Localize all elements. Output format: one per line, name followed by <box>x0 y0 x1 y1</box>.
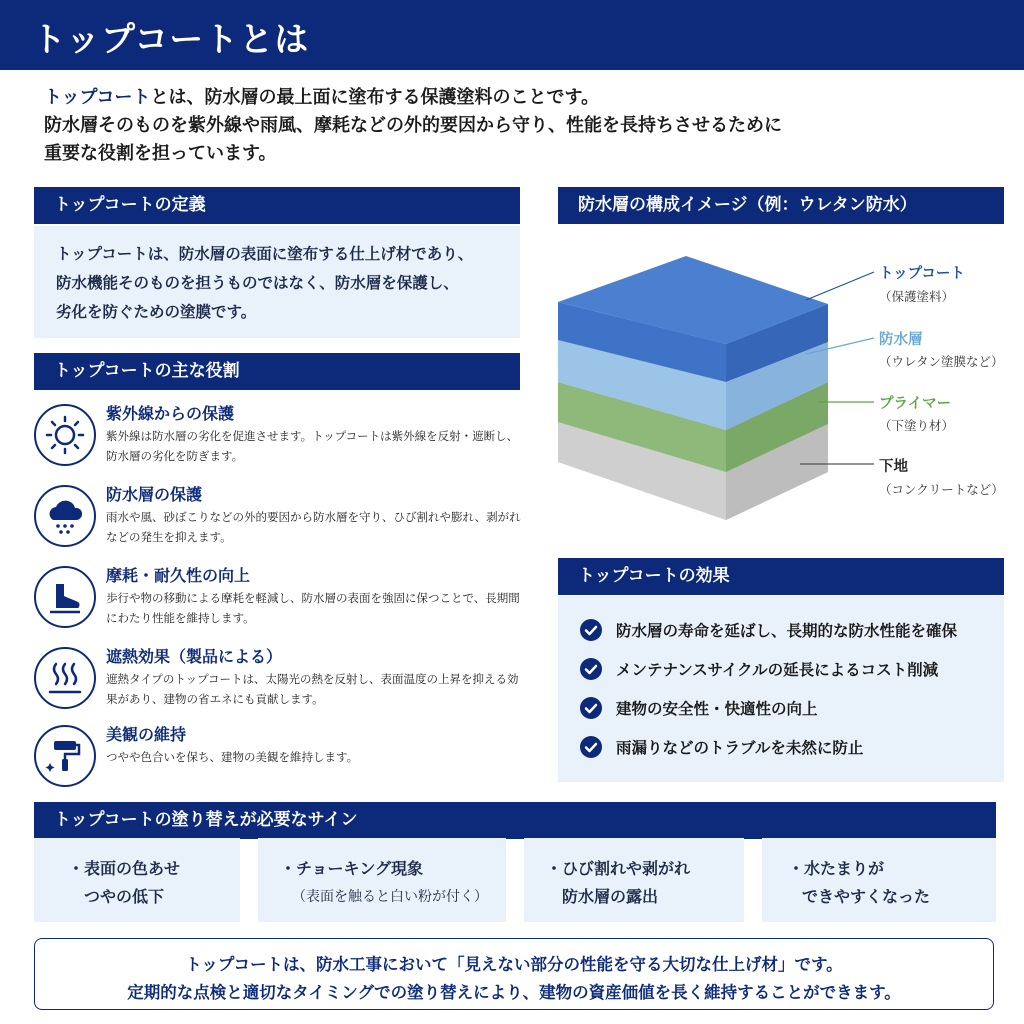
sign-line1: ・水たまりが <box>788 859 885 878</box>
check-circle-icon <box>580 658 602 680</box>
sign-line1: ・表面の色あせ <box>68 859 181 878</box>
effect-item <box>580 696 990 720</box>
role-title: 遮熱効果（製品による） <box>106 647 283 666</box>
effects-heading: トップコートの効果 <box>558 558 1004 595</box>
role-item <box>34 566 524 636</box>
sign-line1: ・ひび割れや剥がれ <box>546 859 691 878</box>
role-desc: 雨水や風、砂ぼこりなどの外的要因から防水層を守り、ひび割れや膨れ、剥がれなどの発生を抑えます。 <box>106 510 521 544</box>
layer-sublabel: （ウレタン塗膜など） <box>879 354 1004 369</box>
footer-line1: トップコートは、防水工事において「見えない部分の性能を守る大切な仕上げ材」です。 <box>185 955 843 974</box>
layer-label: 下地 <box>879 459 908 475</box>
structure-heading: 防水層の構成イメージ（例：ウレタン防水） <box>558 187 1004 224</box>
role-item <box>34 485 524 555</box>
title-bar <box>0 0 1024 70</box>
rain-cloud-icon <box>34 485 96 547</box>
role-title: 防水層の保護 <box>106 485 203 504</box>
heat-waves-icon <box>34 647 96 709</box>
effect-text: 建物の安全性・快適性の向上 <box>616 700 818 718</box>
sign-line2: つやの低下 <box>84 887 165 906</box>
effect-item <box>580 657 990 681</box>
sun-icon <box>34 404 96 466</box>
definition-line: 劣化を防ぐための塗膜です。 <box>56 303 257 321</box>
layer-diagram <box>556 232 1016 532</box>
layer-sublabel: （保護塗料） <box>879 289 955 304</box>
check-circle-icon <box>580 697 602 719</box>
layer-label: プライマー <box>879 396 952 412</box>
role-desc: 歩行や物の移動による摩耗を軽減し、防水層の表面を強固に保つことで、長期間にわたり性能を維持します。 <box>106 591 520 625</box>
page-title: トップコートとは <box>32 20 310 60</box>
role-title: 美観の維持 <box>106 725 187 744</box>
footer-line2: 定期的な点検と適切なタイミングでの塗り替えにより、建物の資産価値を長く維持することができます。 <box>127 983 901 1002</box>
effect-text: 防水層の寿命を延ばし、長期的な防水性能を確保 <box>616 622 958 640</box>
role-desc: つやや色合いを保ち、建物の美観を維持します。 <box>106 750 359 764</box>
paint-roller-icon <box>34 725 96 787</box>
definition-line: トップコートは、防水層の表面に塗布する仕上げ材であり、 <box>56 245 474 263</box>
layer-label: 防水層 <box>879 332 923 348</box>
effect-item <box>580 735 990 759</box>
intro-text <box>44 84 984 168</box>
effect-item <box>580 618 990 642</box>
role-desc: 紫外線は防水層の劣化を促進させます。トップコートは紫外線を反射・遮断し、防水層の劣化を防ぎます。 <box>106 429 519 463</box>
effects-panel <box>558 596 1004 782</box>
footer-note <box>34 938 994 1010</box>
effect-text: メンテナンスサイクルの延長によるコスト削減 <box>616 661 939 679</box>
definition-line: 防水機能そのものを担うものではなく、防水層を保護し、 <box>56 274 459 292</box>
sign-card <box>258 838 506 922</box>
intro-line1: とは、防水層の最上面に塗布する保護塗料のことです。 <box>150 87 600 108</box>
effect-text: 雨漏りなどのトラブルを未然に防止 <box>616 739 864 757</box>
layer-label: トップコート <box>879 266 965 282</box>
signs-heading: トップコートの塗り替えが必要なサイン <box>34 802 996 839</box>
sign-line2: （表面を触ると白い粉が付く） <box>292 889 488 905</box>
layer-sublabel: （コンクリートなど） <box>879 482 1004 497</box>
role-item <box>34 647 524 717</box>
sign-line1: ・チョーキング現象 <box>280 859 424 878</box>
role-item <box>34 725 524 795</box>
definition-body <box>34 226 520 338</box>
sign-line2: できやすくなった <box>802 887 931 906</box>
roles-heading: トップコートの主な役割 <box>34 353 520 390</box>
intro-line3: 重要な役割を担っています。 <box>44 143 277 164</box>
role-desc: 遮熱タイプのトップコートは、太陽光の熱を反射し、表面温度の上昇を抑える効果があり、建物の省エネにも貢献します。 <box>106 672 519 706</box>
sign-card <box>762 838 996 922</box>
sign-card <box>34 838 240 922</box>
sign-line2: 防水層の露出 <box>562 887 659 906</box>
role-title: 紫外線からの保護 <box>106 404 235 423</box>
shoe-icon <box>34 566 96 628</box>
check-circle-icon <box>580 736 602 758</box>
intro-highlight: トップコート <box>44 87 151 108</box>
role-title: 摩耗・耐久性の向上 <box>106 566 251 585</box>
sign-card <box>524 838 744 922</box>
role-item <box>34 404 524 474</box>
layer-sublabel: （下塗り材） <box>879 418 955 433</box>
check-circle-icon <box>580 619 602 641</box>
definition-heading: トップコートの定義 <box>34 187 520 224</box>
intro-line2: 防水層そのものを紫外線や雨風、摩耗などの外的要因から守り、性能を長持ちさせるために <box>44 115 782 136</box>
